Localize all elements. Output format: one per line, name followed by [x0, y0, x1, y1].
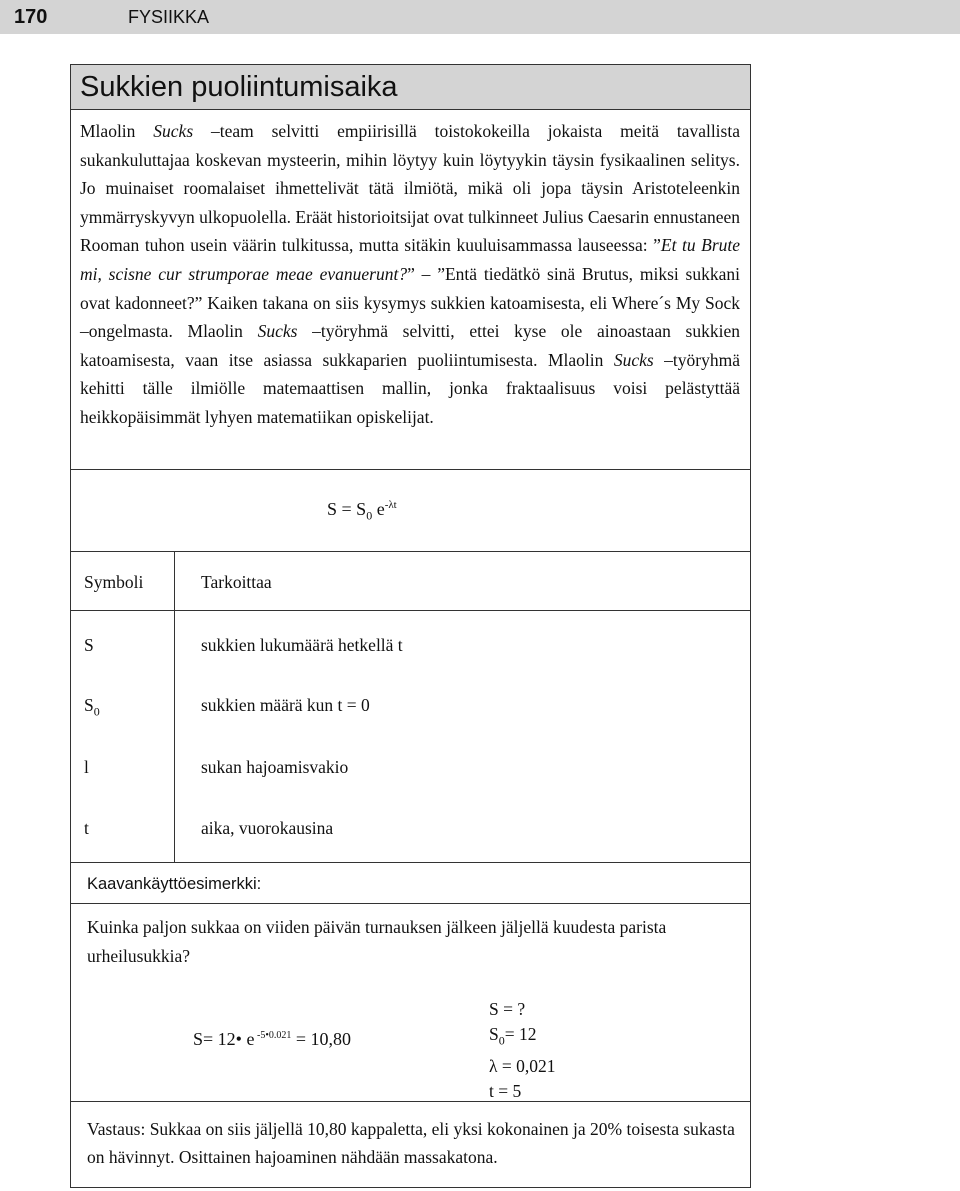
table-meaning: aika, vuorokausina	[201, 818, 334, 838]
divider	[71, 1101, 750, 1102]
table-column-divider	[174, 551, 175, 862]
intro-paragraph	[80, 117, 740, 432]
given-s0	[489, 1022, 555, 1054]
symbol-text: t	[84, 818, 89, 838]
title-bar	[71, 65, 750, 110]
table-symbol	[84, 818, 89, 839]
table-symbol	[84, 635, 94, 656]
team-name: Sucks	[153, 121, 194, 141]
symbol-text: S	[84, 695, 94, 715]
table-header-meaning: Tarkoittaa	[201, 572, 272, 592]
calc-exponent: -5•0.021	[254, 1030, 292, 1041]
formula-lhs: S = S	[327, 499, 367, 519]
formula-sub: 0	[366, 508, 373, 523]
given-lambda: λ = 0,021	[489, 1055, 556, 1076]
symbol-text: S	[84, 635, 94, 655]
table-meaning: sukan hajoamisvakio	[201, 757, 349, 777]
box-title: Sukkien puoliintumisaika	[80, 71, 398, 103]
intro-text-2: –team selvitti empiirisillä toistokokeilla jokaista meitä tavallista sukankuluttajaa koskevan mysteerin, mihin löytyy kuin löytyykin täysin fysikaalinen selitys. Jo muinaiset roomalaiset ihmettelivät tätä ilmiötä, mikä oli jopa täysin Aristoteleenkin ymmärryskyvyn ulkopuolella. Eräät historioitsijat ovat tulkinneet Julius Caesarin ennustaneen Rooman tuhon usein väärin tulkitussa, mutta sitäkin kuuluisammassa lauseessa: ”	[80, 121, 740, 256]
table-symbol	[84, 757, 89, 778]
given-s0-symbol: S	[489, 1024, 499, 1044]
example-label: Kaavankäyttöesimerkki:	[87, 875, 262, 893]
table-meaning: sukkien lukumäärä hetkellä t	[201, 635, 403, 655]
intro-text-3: ” – ”Entä tiedätkö sinä Brutus, miksi sukkani ovat kadonneet?” Kaiken takana on siis kysymys sukkien katoamisesta, eli Where´s My Sock –ongelmasta. Mlaolin	[80, 263, 740, 342]
formula-base: e	[372, 499, 385, 519]
divider	[71, 610, 750, 611]
table-meaning: sukkien määrä kun t = 0	[201, 695, 370, 715]
symbol-subscript: 0	[93, 704, 100, 719]
example-answer: Vastaus: Sukkaa on siis jäljellä 10,80 kappaletta, eli yksi kokonainen ja 20% toisesta sukasta on hävinnyt. Osittainen hajoaminen nähdään massakatona.	[87, 1119, 735, 1167]
given-s0-sub: 0	[498, 1033, 505, 1048]
divider	[71, 469, 750, 470]
calc-e: e	[241, 1029, 255, 1049]
section-name: FYSIIKKA	[128, 7, 210, 27]
team-name: Sucks	[257, 321, 298, 342]
calc-main: S= 12	[193, 1029, 236, 1049]
intro-text-5: –työryhmä kehitti tälle ilmiölle matemaattisen mallin, jonka fraktaalisuus voisi pelästyttää heikkopäisimmät lyhyen matematiikan opiskelijat.	[80, 349, 740, 427]
divider	[71, 551, 750, 552]
latin-quote: Et tu Brute mi, scisne cur strumporae meae evanuerunt?	[80, 235, 741, 284]
formula-exponent: -λt	[384, 499, 397, 511]
intro-text-4: –työryhmä selvitti, ettei kyse ole ainoastaan sukkien katoamisesta, vaan itse asiassa sukkaparien puoliintumisesta. Mlaolin	[80, 321, 740, 370]
calc-result: = 10,80	[291, 1029, 351, 1049]
given-t: t = 5	[489, 1080, 522, 1101]
divider	[71, 862, 750, 863]
intro-text-1: Mlaolin	[80, 121, 154, 141]
decay-formula	[327, 499, 397, 524]
example-calculation	[193, 1029, 351, 1050]
table-symbol	[84, 695, 100, 720]
page-number: 170	[14, 6, 48, 28]
symbol-text: l	[84, 757, 89, 777]
page-header	[0, 0, 960, 34]
example-question: Kuinka paljon sukkaa on viiden päivän turnauksen jälkeen jäljellä kuudesta parista urheilusukkia?	[87, 917, 667, 966]
given-values	[489, 997, 555, 1104]
divider	[71, 903, 750, 904]
content-box	[70, 64, 751, 1188]
given-s: S = ?	[489, 999, 526, 1019]
team-name: Sucks	[613, 349, 654, 370]
calc-dot: •	[235, 1029, 242, 1049]
table-header-symbol: Symboli	[84, 572, 144, 592]
given-s0-value: = 12	[504, 1024, 537, 1044]
